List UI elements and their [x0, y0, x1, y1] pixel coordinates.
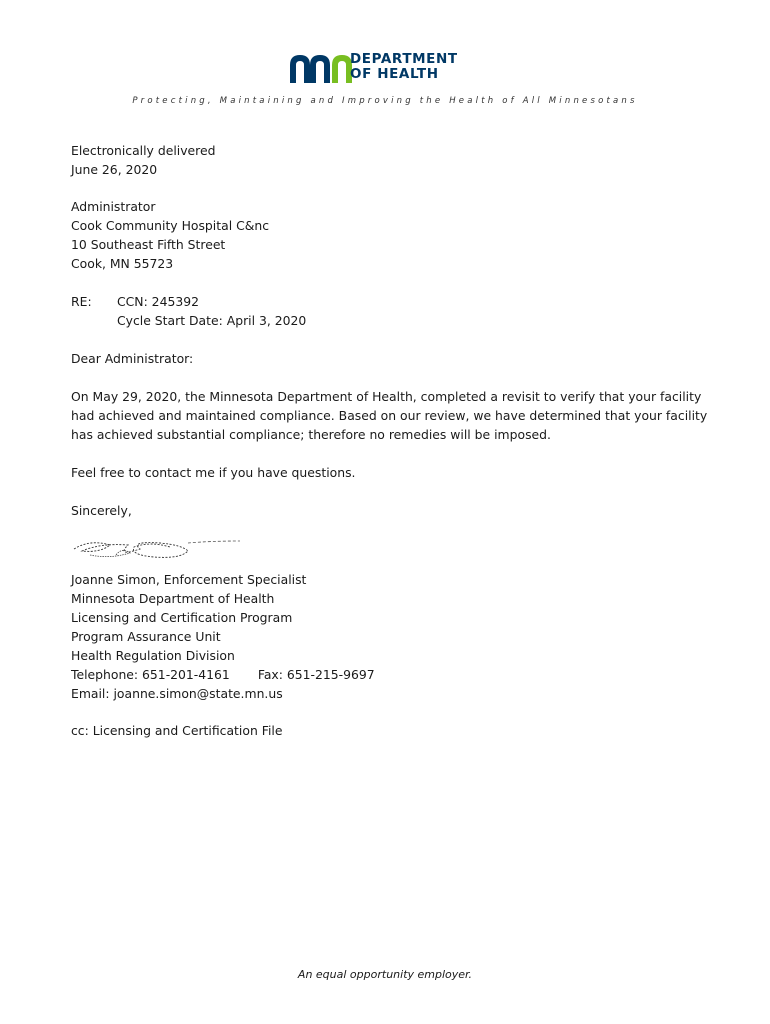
recipient-facility: Cook Community Hospital C&nc: [71, 218, 270, 233]
sender-block: [71, 570, 711, 703]
sender-telephone: Telephone: 651-201-4161: [71, 667, 230, 682]
letter-date: June 26, 2020: [71, 162, 158, 177]
cc-line: cc: Licensing and Certification File: [71, 723, 283, 738]
re-details: [117, 292, 757, 330]
signature-scribble: [70, 535, 245, 565]
re-label: RE:: [71, 294, 92, 309]
sender-email[interactable]: Email: joanne.simon@state.mn.us: [71, 686, 283, 701]
sender-name-title: Joanne Simon, Enforcement Specialist: [71, 572, 307, 587]
recipient-title: Administrator: [71, 199, 156, 214]
sender-unit: Program Assurance Unit: [71, 629, 221, 644]
logo-wordmark: [350, 52, 458, 82]
body-paragraph-2: Feel free to contact me if you have questions.: [71, 465, 356, 480]
delivery-method: Electronically delivered: [71, 143, 216, 158]
mdh-logo: [288, 51, 488, 87]
closing: Sincerely,: [71, 503, 132, 518]
body-line-3: has achieved substantial compliance; therefore no remedies will be imposed.: [71, 427, 551, 442]
mn-logo-mark-icon: [288, 51, 354, 85]
recipient-city: Cook, MN 55723: [71, 256, 174, 271]
body-paragraph-1: [71, 387, 711, 444]
sender-fax: Fax: 651-215-9697: [257, 667, 375, 682]
body-line-1: On May 29, 2020, the Minnesota Department of Health, completed a revisit to verify that your facility: [71, 389, 702, 404]
re-ccn: CCN: 245392: [117, 294, 199, 309]
sender-phone-fax: [71, 665, 711, 684]
footer-equal-opportunity: An equal opportunity employer.: [297, 968, 473, 981]
recipient-street: 10 Southeast Fifth Street: [71, 237, 226, 252]
body-line-2: had achieved and maintained compliance. Based on our review, we have determined that your facility: [71, 408, 708, 423]
sender-program: Licensing and Certification Program: [71, 610, 293, 625]
delivery-block: [71, 141, 711, 179]
logo-line-health: OF HEALTH: [350, 66, 439, 82]
logo-line-department: DEPARTMENT: [350, 51, 458, 67]
recipient-address: [71, 197, 711, 273]
salutation: Dear Administrator:: [71, 351, 194, 366]
letterhead-tagline: Protecting, Maintaining and Improving the Health of All Minnesotans: [132, 96, 638, 106]
re-cycle-date: Cycle Start Date: April 3, 2020: [117, 313, 307, 328]
sender-org: Minnesota Department of Health: [71, 591, 275, 606]
sender-division: Health Regulation Division: [71, 648, 235, 663]
